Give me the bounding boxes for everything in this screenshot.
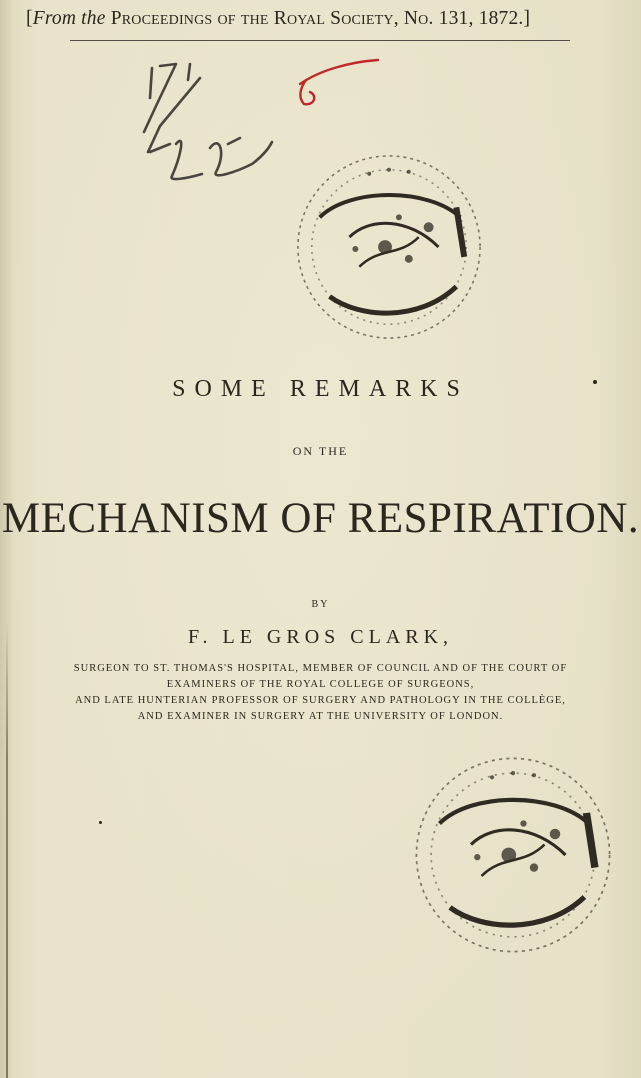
ink-speck — [99, 821, 102, 824]
header-rule — [70, 40, 570, 41]
header-journal: Proceedings of the Royal Society, No. 131, 1872. — [110, 8, 524, 29]
library-seal-icon — [408, 750, 618, 960]
credential-line-3: AND LATE HUNTERIAN PROFESSOR OF SURGERY AND PATHOLOGY IN THE COLLÈGE, — [75, 695, 566, 706]
credential-line-4: AND EXAMINER IN SURGERY AT THE UNIVERSITY OF LONDON. — [137, 711, 504, 722]
title-some-remarks: SOME REMARKS — [172, 376, 469, 402]
journal-header — [26, 8, 586, 30]
library-seal-icon — [290, 148, 488, 346]
header-bracket-close: ] — [523, 8, 531, 29]
credential-line-2: EXAMINERS OF THE ROYAL COLLEGE OF SURGEONS, — [166, 679, 475, 690]
title-on-the: ON THE — [292, 444, 349, 458]
header-from: From the — [32, 8, 106, 29]
header-bracket-open: [ — [26, 8, 33, 29]
author-name: F. LE GROS CLARK, — [187, 626, 454, 648]
credential-line-1: SURGEON TO ST. THOMAS'S HOSPITAL, MEMBER OF COUNCIL AND OF THE COURT OF — [73, 663, 568, 674]
title-mechanism-of-respiration: MECHANISM OF RESPIRATION. — [1, 495, 640, 542]
byline-by: BY — [311, 599, 330, 610]
ink-speck — [593, 380, 597, 384]
